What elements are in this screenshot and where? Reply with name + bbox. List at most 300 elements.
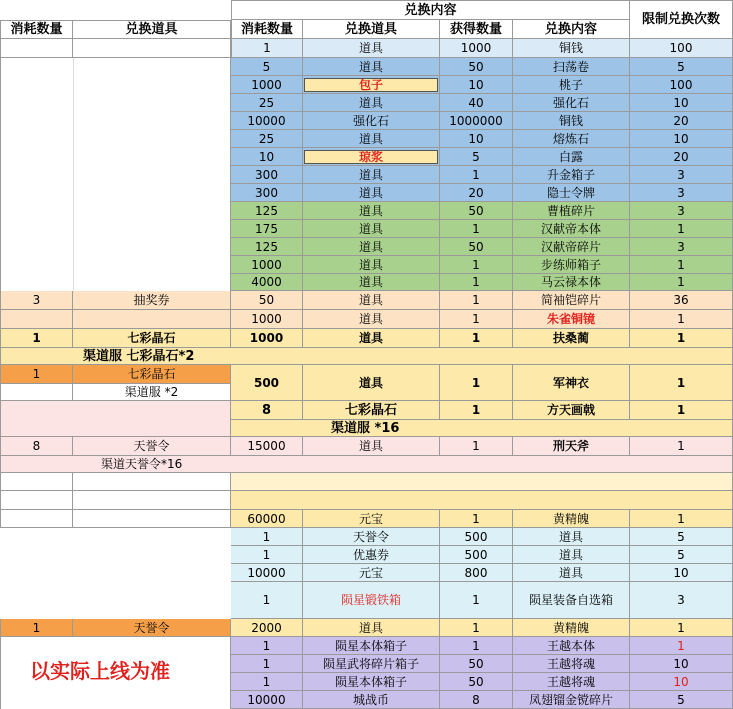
limit-cell (630, 691, 733, 709)
item-cell: 道具 (303, 437, 440, 456)
content-cell-text: 道具 (558, 529, 583, 544)
content-cell: 扶桑蔺 (513, 329, 630, 348)
content-cell-text: 凤翅镏金镋碎片 (528, 692, 613, 707)
table-row (0, 94, 733, 112)
table-row (0, 256, 733, 274)
get-cell-text: 500 (464, 547, 488, 562)
limit-cell-text: 3 (677, 185, 685, 200)
item-cell: 道具 (303, 310, 440, 329)
cost-cell (231, 256, 303, 274)
halberd-channel-note: 渠道服 *16 (231, 420, 733, 437)
limit-cell: 100 (630, 39, 733, 58)
item-cell: 道具 (303, 39, 440, 58)
cost-cell (231, 528, 303, 546)
table-row (0, 329, 733, 348)
limit-cell-text: 3 (677, 239, 685, 254)
limit-cell: 1 (630, 329, 733, 348)
table-row (0, 384, 733, 401)
table-row (0, 437, 733, 456)
get-cell (440, 673, 513, 691)
get-cell (440, 637, 513, 655)
table-row (0, 112, 733, 130)
table-row (0, 76, 733, 94)
table-row (0, 456, 733, 473)
item-cell (303, 184, 440, 202)
cost-cell-text: 10000 (247, 565, 286, 580)
table-row (0, 291, 733, 310)
item-cell-text: 陨星本体箱子 (334, 674, 407, 689)
limit-cell (630, 166, 733, 184)
content-cell (513, 148, 630, 166)
item-cell (303, 274, 440, 291)
limit-cell: 1 (630, 365, 733, 401)
get-cell-text: 50 (468, 674, 484, 689)
limit-cell-text: 5 (677, 547, 685, 562)
item-cell-text: 陨星本体箱子 (334, 638, 407, 653)
header-get-qty: 获得数量 (440, 20, 513, 39)
table-row (0, 202, 733, 220)
cost-cell (231, 274, 303, 291)
cost-cell-text: 300 (255, 167, 278, 182)
tianyu-qty: 8 (0, 437, 73, 456)
table-row (0, 510, 733, 528)
content-cell: 军神衣 (513, 365, 630, 401)
content-cell-text: 扫荡卷 (552, 59, 589, 74)
tianyu2-qty: 1 (0, 619, 73, 637)
item-cell: 道具 (303, 329, 440, 348)
content-cell-text: 王越将魂 (546, 674, 595, 689)
get-cell-text: 1 (472, 593, 480, 607)
item-cell-text: 道具 (358, 221, 383, 236)
header-row (0, 0, 733, 39)
get-cell: 1000 (440, 39, 513, 58)
content-cell (513, 528, 630, 546)
limit-cell-text: 3 (677, 593, 685, 607)
cost-cell (231, 637, 303, 655)
table-row (0, 220, 733, 238)
content-cell (513, 76, 630, 94)
content-cell (513, 256, 630, 274)
cost-cell (231, 546, 303, 564)
cost-cell (231, 184, 303, 202)
item-cell (303, 166, 440, 184)
content-cell: 黄精魄 (513, 510, 630, 528)
get-cell (440, 691, 513, 709)
content-cell-text: 汉献帝本体 (540, 221, 601, 236)
cost-cell (231, 564, 303, 582)
cost-cell: 60000 (231, 510, 303, 528)
content-cell (513, 546, 630, 564)
table-row (0, 528, 733, 546)
limit-cell (630, 274, 733, 291)
header-cost-qty: 消耗数量 (231, 20, 303, 39)
get-cell-text: 10 (468, 131, 484, 146)
content-cell: 朱雀铜镜 (513, 310, 630, 329)
table-row (0, 691, 733, 709)
get-cell-text: 5 (472, 149, 480, 164)
get-cell (440, 546, 513, 564)
limit-cell-text: 10 (673, 131, 689, 146)
content-cell: 刑天斧 (513, 437, 630, 456)
get-cell-text: 20 (468, 185, 484, 200)
item-cell (303, 637, 440, 655)
limit-cell (630, 148, 733, 166)
cost-cell: 1000 (231, 310, 303, 329)
get-cell (440, 202, 513, 220)
table-row (0, 130, 733, 148)
cost-cell-text: 1 (262, 547, 271, 562)
limit-cell (630, 76, 733, 94)
cost-cell: 8 (231, 401, 303, 420)
item-cell (303, 256, 440, 274)
limit-cell: 1 (630, 401, 733, 420)
limit-cell-text: 10 (673, 674, 689, 689)
get-cell (440, 94, 513, 112)
get-cell (440, 256, 513, 274)
limit-cell: 1 (630, 619, 733, 637)
content-cell-text: 道具 (558, 565, 583, 580)
content-cell (513, 238, 630, 256)
content-cell-text: 马云禄本体 (540, 275, 601, 289)
get-cell: 1 (440, 365, 513, 401)
limit-cell (630, 673, 733, 691)
get-cell (440, 238, 513, 256)
table-row (0, 564, 733, 582)
table-row (0, 310, 733, 329)
cost-cell-text: 5 (262, 59, 271, 74)
limit-cell-text: 1 (677, 638, 685, 653)
get-cell (440, 58, 513, 76)
cost-cell (231, 94, 303, 112)
cost-cell-text: 1 (262, 638, 271, 653)
cost-cell-text: 1000 (251, 77, 282, 92)
header-limit: 限制兑换次数 (630, 0, 733, 39)
limit-cell-text: 10 (673, 656, 689, 671)
item-cell-text: 包子 (304, 78, 438, 92)
limit-cell (630, 528, 733, 546)
item-cell (303, 220, 440, 238)
content-cell (513, 112, 630, 130)
item-cell (303, 691, 440, 709)
get-cell: 1 (440, 437, 513, 456)
gem-qty: 1 (0, 329, 73, 348)
content-cell (513, 202, 630, 220)
get-cell-text: 500 (464, 529, 488, 544)
cost-cell (231, 130, 303, 148)
item-cell-text: 道具 (358, 203, 383, 218)
table-row (0, 401, 733, 420)
content-cell-text: 隐士令牌 (546, 185, 595, 200)
content-cell: 方天画戟 (513, 401, 630, 420)
cost-cell (231, 112, 303, 130)
item-cell (303, 546, 440, 564)
table-row (0, 58, 733, 76)
limit-cell: 1 (630, 510, 733, 528)
table-row (0, 348, 733, 365)
limit-cell-text: 1 (677, 221, 685, 236)
item-cell (303, 528, 440, 546)
content-cell (513, 691, 630, 709)
limit-cell-text: 10 (673, 565, 689, 580)
content-cell (513, 130, 630, 148)
item-cell (303, 655, 440, 673)
item-cell-text: 道具 (358, 257, 383, 272)
header-group-title: 兑换内容 (231, 0, 630, 20)
limit-cell: 36 (630, 291, 733, 310)
table-row (0, 582, 733, 619)
item-cell-text: 城战币 (352, 692, 389, 707)
content-cell (513, 184, 630, 202)
cost-cell-text: 10000 (247, 692, 286, 707)
get-cell (440, 564, 513, 582)
content-cell-text: 熔炼石 (552, 131, 589, 146)
item-cell (303, 202, 440, 220)
cost-cell-text: 1 (262, 674, 271, 689)
limit-cell-text: 10 (673, 95, 689, 110)
get-cell-text: 50 (468, 239, 484, 254)
get-cell (440, 274, 513, 291)
item-cell: 道具 (303, 291, 440, 310)
get-cell (440, 184, 513, 202)
content-cell-text: 步练师箱子 (540, 257, 601, 272)
limit-cell-text: 1 (677, 257, 685, 272)
cost-cell-text: 25 (258, 131, 275, 146)
cost-cell: 15000 (231, 437, 303, 456)
content-cell (513, 564, 630, 582)
get-cell-text: 800 (464, 565, 488, 580)
get-cell (440, 582, 513, 619)
get-cell: 1 (440, 401, 513, 420)
cost-cell (231, 238, 303, 256)
limit-cell: 1 (630, 310, 733, 329)
content-cell (513, 637, 630, 655)
get-cell-text: 50 (468, 656, 484, 671)
get-cell (440, 148, 513, 166)
cost-cell (231, 202, 303, 220)
table-row (0, 637, 733, 655)
gem-item: 七彩晶石 (73, 329, 231, 348)
gem2-qty: 1 (0, 365, 73, 384)
table-row (0, 274, 733, 291)
cost-cell: 2000 (231, 619, 303, 637)
table-row (0, 546, 733, 564)
item-cell-text: 强化石 (352, 113, 389, 128)
content-cell-text: 道具 (558, 547, 583, 562)
table-row (0, 184, 733, 202)
limit-cell (630, 184, 733, 202)
content-cell (513, 582, 630, 619)
lottery-qty: 3 (0, 291, 73, 310)
cost-cell (231, 691, 303, 709)
limit-cell (630, 238, 733, 256)
content-cell (513, 673, 630, 691)
limit-cell (630, 655, 733, 673)
content-cell (513, 58, 630, 76)
get-cell-text: 40 (468, 95, 484, 110)
cost-cell-text: 125 (255, 203, 278, 218)
get-cell (440, 76, 513, 94)
content-cell (513, 220, 630, 238)
content-cell-text: 曹植碎片 (546, 203, 595, 218)
table-row (0, 365, 733, 390)
cost-cell-text: 1 (262, 529, 271, 544)
content-cell (513, 274, 630, 291)
get-cell: 1 (440, 329, 513, 348)
limit-cell (630, 58, 733, 76)
cost-cell (231, 673, 303, 691)
content-cell-text: 陨星装备自选箱 (528, 593, 613, 607)
item-cell: 元宝 (303, 510, 440, 528)
item-cell-text: 道具 (358, 275, 383, 289)
limit-cell (630, 112, 733, 130)
limit-cell-text: 1 (677, 275, 685, 289)
get-cell-text: 8 (472, 692, 480, 707)
cost-cell-text: 10 (258, 149, 275, 164)
item-cell (303, 94, 440, 112)
cost-cell-text: 300 (255, 185, 278, 200)
get-cell-text: 50 (468, 59, 484, 74)
item-cell (303, 238, 440, 256)
content-cell-text: 王越本体 (546, 638, 595, 653)
get-cell: 1 (440, 310, 513, 329)
content-cell (513, 94, 630, 112)
item-cell-text: 琼浆 (304, 150, 438, 164)
get-cell-text: 10 (468, 77, 484, 92)
item-cell (303, 58, 440, 76)
limit-cell-text: 5 (677, 59, 685, 74)
item-cell (303, 112, 440, 130)
header-item: 兑换道具 (303, 20, 440, 39)
get-cell-text: 1 (472, 167, 480, 182)
get-cell: 1 (440, 510, 513, 528)
cost-cell (231, 58, 303, 76)
gem-channel-note: 渠道服 七彩晶石*2 (0, 348, 733, 365)
item-cell-text: 道具 (358, 185, 383, 200)
get-cell-text: 1 (472, 257, 480, 272)
table-row (0, 491, 733, 510)
cost-cell: 1 (231, 39, 303, 58)
limit-cell (630, 130, 733, 148)
item-cell (303, 76, 440, 94)
cost-cell-text: 4000 (251, 275, 282, 289)
cost-cell (231, 148, 303, 166)
tianyu-channel-note: 渠道天誉令*16 (0, 456, 733, 473)
limit-cell (630, 546, 733, 564)
table-row (0, 473, 733, 491)
tianyu-item: 天誉令 (73, 437, 231, 456)
get-cell-text: 1 (472, 638, 480, 653)
header-left-item: 兑换道具 (73, 20, 231, 39)
limit-cell (630, 582, 733, 619)
table-row (0, 420, 733, 437)
header-left-cost-qty: 消耗数量 (0, 20, 73, 39)
limit-cell-text: 5 (677, 692, 685, 707)
item-cell (303, 582, 440, 619)
cost-cell (231, 166, 303, 184)
limit-cell-text: 20 (673, 149, 689, 164)
get-cell (440, 655, 513, 673)
content-cell (513, 655, 630, 673)
item-cell-text: 道具 (358, 95, 383, 110)
cost-cell-text: 10000 (247, 113, 286, 128)
get-cell-text: 1 (472, 275, 480, 289)
cost-cell: 50 (231, 291, 303, 310)
cost-cell: 1000 (231, 329, 303, 348)
limit-cell (630, 256, 733, 274)
limit-cell: 1 (630, 437, 733, 456)
cost-cell-text: 25 (258, 95, 275, 110)
content-cell: 黄精魄 (513, 619, 630, 637)
launch-note: 以实际上线为准 (30, 659, 170, 683)
cost-cell-text: 1 (262, 656, 271, 671)
table-row (0, 238, 733, 256)
content-cell-text: 王越将魂 (546, 656, 595, 671)
cost-cell: 500 (231, 365, 303, 401)
table-row (0, 166, 733, 184)
limit-cell (630, 202, 733, 220)
get-cell-text: 50 (468, 203, 484, 218)
cost-cell-text: 125 (255, 239, 278, 254)
item-cell-text: 陨星武将碎片箱子 (322, 656, 419, 671)
limit-cell-text: 3 (677, 203, 685, 218)
cost-cell-text: 175 (255, 221, 278, 236)
gem2-channel-note: 渠道服 *2 (73, 384, 231, 401)
content-cell-text: 强化石 (552, 95, 589, 110)
item-cell: 道具 (303, 365, 440, 401)
item-cell: 道具 (303, 619, 440, 637)
table-row (0, 148, 733, 166)
limit-cell (630, 220, 733, 238)
content-cell-text: 桃子 (558, 77, 583, 92)
lottery-item: 抽奖券 (73, 291, 231, 310)
item-cell: 七彩晶石 (303, 401, 440, 420)
limit-cell-text: 3 (677, 167, 685, 182)
item-cell (303, 564, 440, 582)
header-content: 兑换内容 (513, 20, 630, 39)
item-cell-text: 优惠券 (352, 547, 389, 562)
table-row (0, 39, 733, 58)
item-cell (303, 148, 440, 166)
cost-cell-text: 1 (262, 593, 271, 607)
gem2-item: 七彩晶石 (73, 365, 231, 384)
tianyu2-item: 天誉令 (73, 619, 231, 637)
get-cell (440, 166, 513, 184)
item-cell-text: 道具 (358, 59, 383, 74)
get-cell: 1 (440, 619, 513, 637)
content-cell-text: 白露 (558, 149, 583, 164)
cost-cell (231, 582, 303, 619)
content-cell-text: 汉献帝碎片 (540, 239, 601, 254)
content-cell-text: 升金箱子 (546, 167, 595, 182)
get-cell (440, 112, 513, 130)
cost-cell (231, 655, 303, 673)
get-cell (440, 220, 513, 238)
table-row (0, 619, 733, 637)
cost-cell-text: 1000 (251, 257, 282, 272)
get-cell (440, 130, 513, 148)
cost-cell (231, 76, 303, 94)
content-cell: 简袖铠碎片 (513, 291, 630, 310)
cost-cell (231, 220, 303, 238)
item-cell (303, 130, 440, 148)
item-cell (303, 673, 440, 691)
limit-cell (630, 94, 733, 112)
limit-cell-text: 100 (669, 77, 693, 92)
content-cell-text: 铜钱 (558, 113, 583, 128)
get-cell: 1 (440, 291, 513, 310)
limit-cell (630, 564, 733, 582)
content-cell (513, 166, 630, 184)
